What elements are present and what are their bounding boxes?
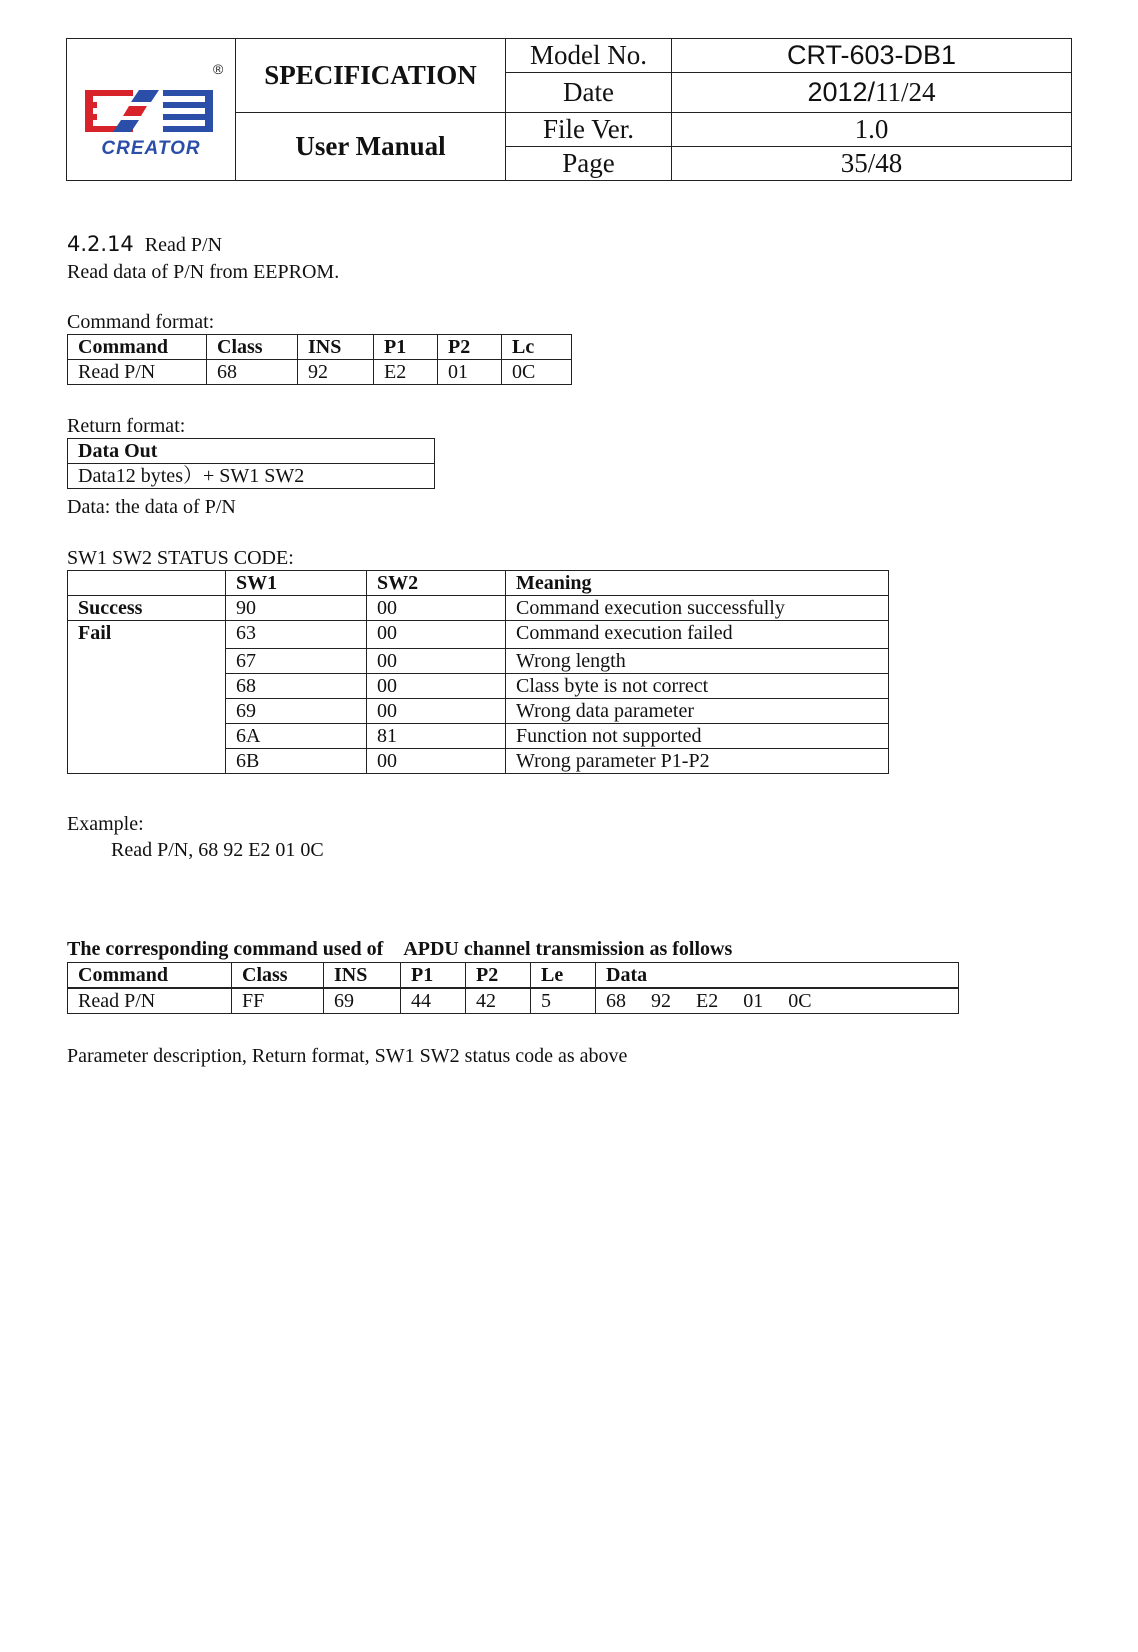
sw1-cell: 6B [226, 749, 367, 774]
cell: 01 [438, 360, 502, 385]
cell: FF [232, 988, 324, 1014]
date-year: 2012/ [807, 77, 876, 107]
header-cell: Class [232, 963, 324, 989]
table-header-row [68, 963, 959, 989]
table-row [68, 621, 889, 649]
data-out-header: Data Out [68, 439, 435, 464]
manual-title: User Manual [236, 113, 506, 181]
header-cell: Meaning [506, 571, 889, 596]
date-month-day: 11/24 [875, 77, 936, 107]
header-cell: P1 [374, 335, 438, 360]
cell: 69 [324, 988, 401, 1014]
header-cell: P1 [401, 963, 466, 989]
header-cell: Lc [502, 335, 572, 360]
example-value: Read P/N, 68 92 E2 01 0C [111, 839, 324, 861]
company-logo [67, 39, 236, 181]
header-cell: P2 [466, 963, 531, 989]
status-code-table [67, 570, 889, 774]
apdu-title: The corresponding command used of APDU channel transmission as follows [67, 938, 733, 960]
table-row [68, 596, 889, 621]
section-number: 4.2.14 [67, 232, 134, 256]
header-cell: Command [68, 335, 207, 360]
sw2-cell: 00 [367, 649, 506, 674]
cell: E2 [374, 360, 438, 385]
meaning-cell: Wrong parameter P1-P2 [506, 749, 889, 774]
cell: 0C [502, 360, 572, 385]
example-label: Example: [67, 813, 144, 835]
meaning-cell: Command execution successfully [506, 596, 889, 621]
creator-logo-icon [81, 60, 224, 160]
sw2-cell: 00 [367, 596, 506, 621]
cell: 42 [466, 988, 531, 1014]
meaning-cell: Wrong data parameter [506, 699, 889, 724]
header-cell: INS [324, 963, 401, 989]
sw1-cell: 90 [226, 596, 367, 621]
return-format-label: Return format: [67, 415, 186, 437]
date-label: Date [506, 73, 672, 113]
cell: 5 [531, 988, 596, 1014]
header-cell: SW2 [367, 571, 506, 596]
return-data-note: Data: the data of P/N [67, 496, 236, 518]
cell: 68 [207, 360, 298, 385]
header-cell: P2 [438, 335, 502, 360]
status-code-label: SW1 SW2 STATUS CODE: [67, 547, 294, 569]
sw2-cell: 00 [367, 674, 506, 699]
file-version-value: 1.0 [672, 113, 1072, 147]
fail-label: Fail [68, 621, 226, 774]
section-heading [67, 232, 222, 257]
header-cell: SW1 [226, 571, 367, 596]
meaning-cell: Class byte is not correct [506, 674, 889, 699]
footer-note: Parameter description, Return format, SW1 SW2 status code as above [67, 1045, 628, 1067]
page-number: 35/48 [672, 147, 1072, 181]
cell: 68 92 E2 01 0C [596, 988, 959, 1014]
file-version-label: File Ver. [506, 113, 672, 147]
apdu-command-table [67, 962, 959, 1014]
meaning-cell: Wrong length [506, 649, 889, 674]
meaning-cell: Command execution failed [506, 621, 889, 649]
header-cell: Command [68, 963, 232, 989]
document-header [66, 38, 1072, 181]
model-label: Model No. [506, 39, 672, 73]
return-format-table [67, 438, 435, 489]
sw1-cell: 69 [226, 699, 367, 724]
table-row [68, 360, 572, 385]
table-header-row [68, 335, 572, 360]
cell: 44 [401, 988, 466, 1014]
sw1-cell: 6A [226, 724, 367, 749]
sw1-cell: 63 [226, 621, 367, 649]
success-label: Success [68, 596, 226, 621]
header-cell [68, 571, 226, 596]
logo-wordmark: CREATOR [101, 137, 201, 159]
header-cell: Data [596, 963, 959, 989]
cell: Read P/N [68, 988, 232, 1014]
table-row [68, 988, 959, 1014]
section-description: Read data of P/N from EEPROM. [67, 261, 340, 283]
sw2-cell: 81 [367, 724, 506, 749]
sw2-cell: 00 [367, 749, 506, 774]
sw1-cell: 68 [226, 674, 367, 699]
registered-mark: ® [213, 60, 224, 77]
table-header-row [68, 571, 889, 596]
command-format-label: Command format: [67, 311, 215, 333]
header-cell: INS [298, 335, 374, 360]
sw2-cell: 00 [367, 699, 506, 724]
cell: 92 [298, 360, 374, 385]
section-title: Read P/N [144, 234, 223, 256]
header-cell: Le [531, 963, 596, 989]
sw2-cell: 00 [367, 621, 506, 649]
model-value: CRT-603-DB1 [672, 39, 1072, 73]
sw1-cell: 67 [226, 649, 367, 674]
data-out-value: Data12 bytes）+ SW1 SW2 [68, 464, 435, 489]
page-label: Page [506, 147, 672, 181]
spec-title: SPECIFICATION [236, 39, 506, 113]
command-format-table [67, 334, 572, 385]
cell: Read P/N [68, 360, 207, 385]
meaning-cell: Function not supported [506, 724, 889, 749]
date-value [672, 73, 1072, 113]
header-cell: Class [207, 335, 298, 360]
